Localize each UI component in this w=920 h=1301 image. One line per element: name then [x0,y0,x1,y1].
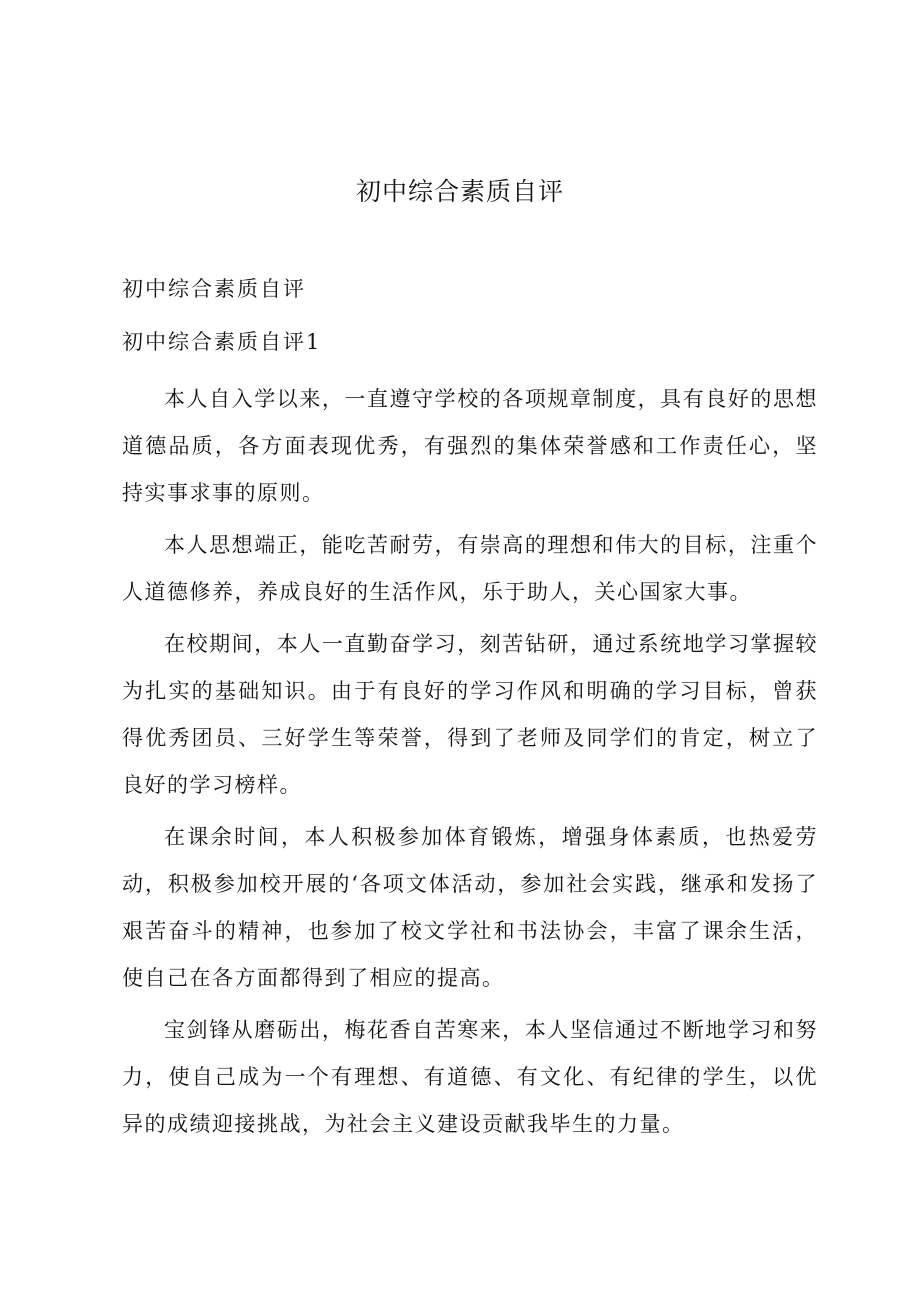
section-heading: 初中综合素质自评 [122,277,306,301]
paragraph-1: 本人自入学以来，一直遵守学校的各项规章制度，具有良好的思想道德品质，各方面表现优秀，有强烈的集体荣誉感和工作责任心，坚持实事求事的原则。 [122,387,818,505]
paragraph-5: 宝剑锋从磨砺出，梅花香自苦寒来，本人坚信通过不断地学习和努力，使自己成为一个有理想、有道德、有文化、有纪律的学生，以优异的成绩迎接挑战，为社会主义建设贡献我毕生的力量。 [122,1018,818,1136]
document-title: 初中综合素质自评 [355,177,564,206]
paragraph-4: 在课余时间，本人积极参加体育锻炼，增强身体素质，也热爱劳动，积极参加校开展的‘各项文体活动，参加社会实践，继承和发扬了艰苦奋斗的精神，也参加了校文学社和书法协会，丰富了课余生活，使自己在各方面都得到了相应的提高。 [122,825,818,990]
section-subheading: 初中综合素质自评1 [122,330,322,354]
document-body [122,270,818,1153]
paragraph-3: 在校期间，本人一直勤奋学习，刻苦钻研，通过系统地学习掌握较为扎实的基础知识。由于有良好的学习作风和明确的学习目标，曾获得优秀团员、三好学生等荣誉，得到了老师及同学们的肯定，树立了良好的学习榜样。 [122,632,818,797]
paragraph-2: 本人思想端正，能吃苦耐劳，有崇高的理想和伟大的目标，注重个人道德修养，养成良好的生活作风，乐于助人，关心国家大事。 [122,533,818,604]
